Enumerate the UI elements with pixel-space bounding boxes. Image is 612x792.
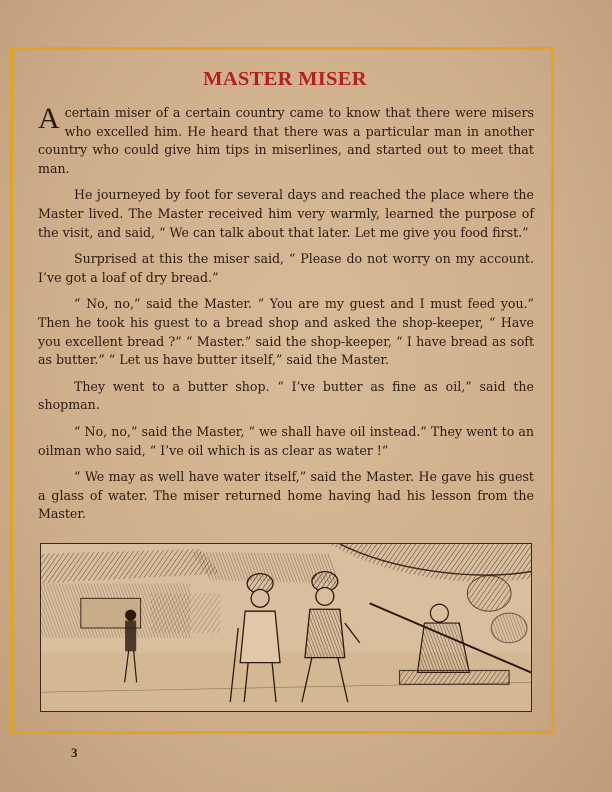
story-paragraph-5: They went to a butter shop. “ I’ve butter as fine as oil,” said the shopman. <box>38 378 534 413</box>
drop-cap: A <box>38 102 60 135</box>
illustration-drawing <box>41 544 531 711</box>
story-paragraph-4: “ No, no,” said the Master. “ You are my guest and I must feed you.” Then he took his guest to a bread shop and asked the shop-keeper, “ Have you excellent bread ?” “ Master.” said the shop-keeper, “ I have bread as soft as butter.” “ Let us have butter itself,” said the Master. <box>38 296 534 368</box>
story-paragraph-3: Surprised at this the miser said, “ Please do not worry on my account. I’ve got a loaf of dry bread.” <box>38 251 534 285</box>
market-scene-illustration <box>40 543 532 712</box>
story-paragraph-6: “ No, no,” said the Master, “ we shall have oil instead.” They went to an oilman who said, “ I’ve oil which is as clear as water !” <box>38 423 534 458</box>
page-title: MASTER MISER <box>203 68 367 90</box>
story-paragraph-1 <box>38 104 534 178</box>
story-paragraph-7: “ We may as well have water itself,” said the Master. He gave his guest a glass of water. The miser returned home having had his lesson from the Master. <box>38 469 534 522</box>
story-text <box>38 104 534 532</box>
paragraph-text: certain miser of a certain country came to know that there were misers who excelled him. He heard that there was a particular man in another country who could give him tips in miserlines, and started out to meet that man. <box>38 105 534 176</box>
page-number: 3 <box>71 745 78 760</box>
story-paragraph-2: He journeyed by foot for several days and reached the place where the Master lived. The Master received him very warmly, learned the purpose of the visit, and said, “ We can talk about that later. Let me give you food first.” <box>38 187 534 240</box>
